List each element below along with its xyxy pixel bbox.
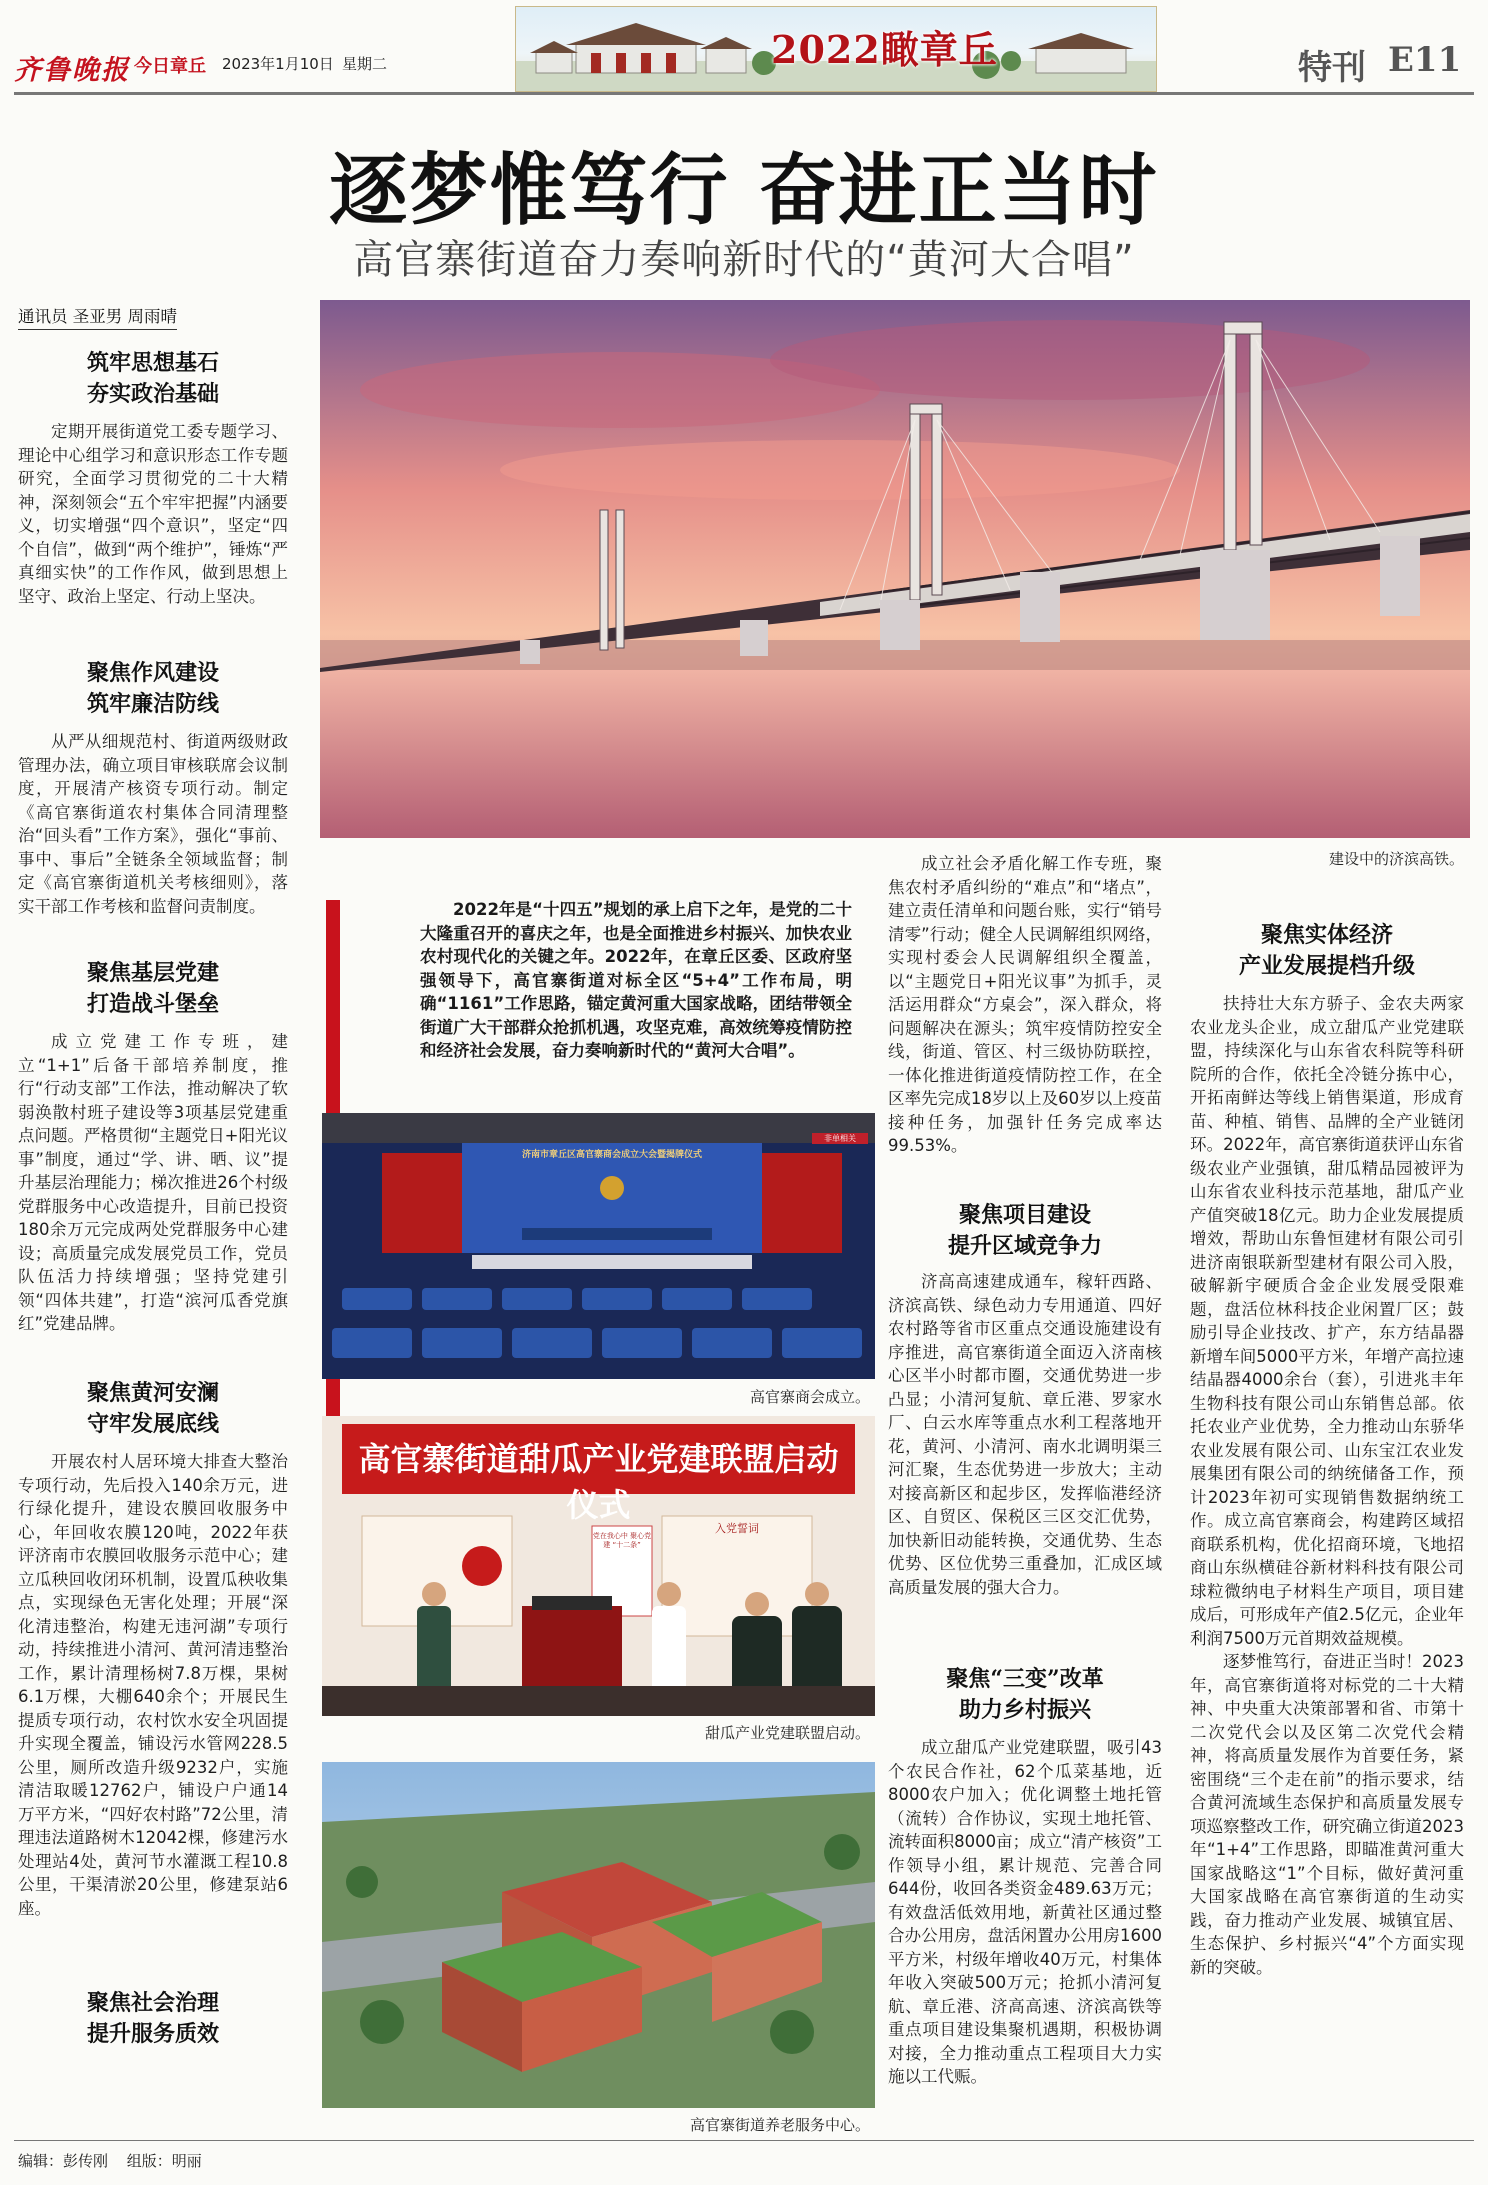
alliance-banner-text: 高官寨街道甜瓜产业党建联盟启动仪式 xyxy=(358,1440,839,1524)
alliance-poster-text: 党在我心中 聚心党建 “十二条” xyxy=(592,1532,652,1549)
byline: 通讯员 圣亚男 周雨晴 xyxy=(18,303,177,330)
meeting-banner-text: 济南市章丘区高官寨商会成立大会暨揭牌仪式 xyxy=(521,1150,702,1160)
footer-rule xyxy=(14,2140,1474,2141)
section-body-3: 成立党建工作专班，建立“1+1”后备干部培养制度，推行“行动支部”工作法，推动解决了软弱涣散村班子建设等3项基层党建重点问题。严格贯彻“主题党日+阳光议事”制度，通过“学、讲、晒、议”提升基层治理能力；梯次推进26个村级党群服务中心改造提升，目前已投资180余万元完成两处党群服务中心建设；高质量完成发展党员工作，党员队伍活力持续增强；坚持党建引领“四体共建”，打造“滨河瓜香党旗红”党建品牌。 xyxy=(18,1032,288,1333)
section-heading-4: 聚焦黄河安澜 守牢发展底线 xyxy=(86,1380,219,1437)
page-number: E11 xyxy=(1388,40,1462,80)
section-heading-8: 聚焦实体经济 产业发展提档升级 xyxy=(1238,922,1415,979)
section-body-4: 开展农村人居环境大排查大整治专项行动，先后投入140余万元，进行绿化提升，建设农膜回收服务中心，年回收农膜120吨，2022年获评济南市农膜回收服务示范中心；建立瓜秧回收闭环机制，设置瓜秧收集点，实现绿色无害化处理；开展“深化清违整治，构建无违河湖”专项行动，持续推进小清河、黄河清违整治工作，累计清理杨树7.8万棵，果树6.1万棵，大棚640余个；开展民生提质专项行动，农村饮水安全巩固提升实现全覆盖，铺设污水管网228.5公里，厕所改造升级9232户，实施清洁取暖12762户，铺设户户通14万平方米，“四好农村路”72公里，清理违法道路树木12042棵，修建污水处理站4处，黄河节水灌溉工程10.8公里，干渠清淤20公里，修建泵站6座。 xyxy=(18,1452,288,1918)
section-body-7: 成立甜瓜产业党建联盟，吸引43个农民合作社，62个瓜菜基地，近8000农户加入；优化调整土地托管（流转）合作协议，实现土地托管、流转面积8000亩；成立“清产核资”工作领导小组，累计规范、完善合同644份，收回各类资金489.63万元；有效盘活低效用地，新黄社区通过整合办公用房，盘活闲置办公用房1600平方米，村级年增收40万元，村集体年收入突破500万元；抢抓小清河复航、章丘港、济高高速、济滨高铁等重点项目建设集聚机遇期，积极协调对接，全力推动重点工程项目大力实施以工代赈。 xyxy=(888,1738,1162,2086)
headline: 逐梦惟笃行 奋进正当时 xyxy=(329,145,1159,236)
section-heading-1: 筑牢思想基石 夯实政治基础 xyxy=(86,350,219,407)
caption-elderly: 高官寨街道养老服务中心。 xyxy=(689,2116,870,2134)
chamber-of-commerce-photo xyxy=(322,1113,875,1379)
alliance-launch-photo xyxy=(322,1416,875,1716)
editor-credit: 编辑：彭传刚 xyxy=(18,2152,109,2170)
issue-weekday: 星期二 xyxy=(342,55,388,73)
meeting-sign: 非单相关 xyxy=(812,1133,868,1144)
subheadline: 高官寨街道奋力奏响新时代的“黄河大合唱” xyxy=(353,237,1135,283)
section-body-2: 从严从细规范村、街道两级财政管理办法，确立项目审核联席会议制度，开展清产核资专项行动。制定《高官寨街道农村集体合同清理整治“回头看”工作方案》，强化“事前、事中、事后”全链条全领域监督；制定《高官寨街道机关考核细则》，落实干部工作考核和监督问责制度。 xyxy=(18,732,288,916)
newspaper-logo: 齐鲁晚报 xyxy=(14,55,130,86)
layout-credit: 组版：明丽 xyxy=(126,2152,202,2170)
caption-alliance: 甜瓜产业党建联盟启动。 xyxy=(704,1724,870,1742)
section-body-5: 成立社会矛盾化解工作专班，聚焦农村矛盾纠纷的“难点”和“堵点”，建立责任清单和问题台账，实行“销号清零”行动；健全人民调解组织网络，实现村委会人民调解组织全覆盖，以“主题党日+阳光议事”为抓手，灵活运用群众“方桌会”，深入群众，将问题解决在源头；筑牢疫情防控安全线，街道、管区、村三级协防联控，一体化推进街道疫情防控工作，在全区率先完成18岁以上及60岁以上疫苗接种任务，加强针任务完成率达99.53%。 xyxy=(888,854,1162,1155)
issue-date: 2023年1月10日 xyxy=(222,55,334,73)
header-rule xyxy=(14,92,1474,95)
section-heading-5: 聚焦社会治理 提升服务质效 xyxy=(86,1990,219,2047)
section-heading-7: 聚焦“三变”改革 助力乡村振兴 xyxy=(946,1666,1104,1723)
section-heading-6: 聚焦项目建设 提升区域竞争力 xyxy=(947,1202,1102,1259)
elderly-care-center-photo xyxy=(322,1762,875,2108)
header-banner xyxy=(515,6,1157,92)
alliance-board-text: 入党誓词 xyxy=(715,1522,759,1535)
section-heading-2: 聚焦作风建设 筑牢廉洁防线 xyxy=(86,660,219,717)
caption-bridge: 建设中的济滨高铁。 xyxy=(1328,850,1464,868)
banner-title: 2022瞰章丘 xyxy=(771,27,998,72)
caption-meeting: 高官寨商会成立。 xyxy=(749,1388,870,1406)
section-name: 今日章丘 xyxy=(134,56,206,77)
special-edition-label: 特刊 xyxy=(1298,48,1366,88)
section-body-1: 定期开展街道党工委专题学习、理论中心组学习和意识形态工作专题研究，全面学习贯彻党的二十大精神，深刻领会“五个牢牢把握”内涵要义，切实增强“四个意识”，坚定“四个自信”，做到“两个维护”，锤炼“严真细实快”的工作作风，做到思想上坚守、政治上坚定、行动上坚决。 xyxy=(18,422,288,606)
section-body-8: 扶持壮大东方骄子、金农夫两家农业龙头企业，成立甜瓜产业党建联盟，持续深化与山东省农科院等科研院所的合作，依托全冷链分拣中心，开拓南鲜达等线上销售渠道，形成育苗、种植、销售、品牌的全产业链闭环。2022年，高官寨街道获评山东省级农业产业强镇，甜瓜精品园被评为山东省农业科技示范基地，甜瓜产业产值突破18亿元。助力企业发展提质增效，帮助山东鲁恒建材有限公司引进济南银联新型建材有限公司入股，破解新宇硬质合金企业发展受限难题，盘活位林科技企业闲置厂区；鼓励引导企业技改、扩产，东方结晶器新增车间5000平方米，年增产高拉速结晶器4000余台（套），引进兆丰年生物科技有限公司山东销售总部。依托农业产业优势，全力推动山东骄华农业发展有限公司、山东宝江农业发展集团有限公司的纳统储备工作，预计2023年初可实现销售数据纳统工作。成立高官寨商会，构建跨区域招商联系机构，优化招商环境，飞地招商山东纵横硅谷新材料科技有限公司球粒微纳电子材料生产项目，项目建成后，可形成年产值2.5亿元，企业年利润7500万元首期效益规模。 逐梦惟笃行，奋进正当时！2023年，高官寨街道将对标党的二十大精神、中央重大决策部署和省、市第十二次党代会以及区第二次党代会精神，将高质量发展作为首要任务，紧密围绕“三个走在前”的指示要求，结合黄河流域生态保护和高质量发展专项巡察整改工作，研究确立街道2023年“1+4”工作思路，即瞄准黄河重大国家战略这“1”个目标，做好黄河重大国家战略在高官寨街道的生动实践，奋力推动产业发展、城镇宜居、生态保护、乡村振兴“4”个方面实现新的突破。 xyxy=(1190,994,1464,1977)
bridge-photo xyxy=(320,300,1470,838)
section-heading-3: 聚焦基层党建 打造战斗堡垒 xyxy=(86,960,219,1017)
footer-credits xyxy=(18,2150,202,2171)
lead-paragraph: 2022年是“十四五”规划的承上启下之年，是党的二十大隆重召开的喜庆之年，也是全面推进乡村振兴、加快农业农村现代化的关键之年。2022年，在章丘区委、区政府坚强领导下，高官寨街道对标全区“5+4”工作布局，明确“1161”工作思路，锚定黄河重大国家战略，团结带领全街道广大干部群众抢抓机遇，攻坚克难，高效统筹疫情防控和经济社会发展，奋力奏响新时代的“黄河大合唱”。 xyxy=(420,900,852,1060)
high-speed-rail-bridge-image xyxy=(320,300,1470,838)
section-body-6: 济高高速建成通车，稼轩西路、济滨高铁、绿色动力专用通道、四好农村路等省市区重点交通设施建设有序推进，高官寨街道全面迈入济南核心区半小时都市圈，交通优势进一步凸显；小清河复航、章丘港、罗家水厂、白云水库等重点水利工程落地开花，黄河、小清河、南水北调明渠三河汇聚，生态优势进一步放大；主动对接高新区和起步区，发挥临港经济区、自贸区、保税区三区交汇优势，加快新旧动能转换，交通优势、生态优势、区位优势三重叠加，汇成区域高质量发展的强大合力。 xyxy=(888,1272,1162,1597)
aerial-building-rendering xyxy=(322,1762,875,2108)
